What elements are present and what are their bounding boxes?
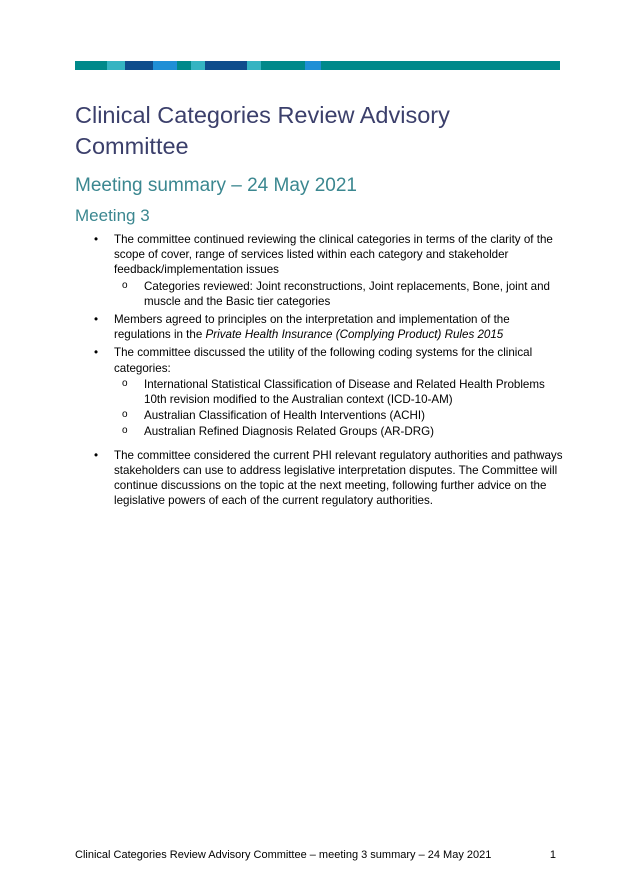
bullet-italic-text: Private Health Insurance (Complying Product) Rules 2015 [205, 328, 504, 342]
bullet-text: The committee continued reviewing the clinical categories in terms of the clarity of the scope of cover, range of services listed within each category and stakeholder feedback/implementation issues [114, 233, 553, 277]
summary-bullet-list [75, 232, 565, 508]
bullet-item [75, 345, 565, 439]
sub-bullet-item: o International Statistical Classification of Disease and Related Health Problems 10th revision modified to the Australian context (ICD-10-AM) [114, 377, 565, 407]
color-bar-segment [321, 61, 560, 70]
color-bar-segment [205, 61, 247, 70]
color-bar-segment [177, 61, 191, 70]
bullet-item [75, 232, 565, 309]
page-footer [75, 848, 560, 862]
bullet-text: The committee considered the current PHI relevant regulatory authorities and pathways stakeholders can use to address legislative interpretation disputes. The Committee will continue discussions on the topic at the next meeting, following further advice on the legislative powers of each of the current regulatory authorities. [114, 448, 563, 508]
summary-content [75, 232, 565, 511]
bullet-item [75, 312, 565, 342]
color-bar-segment [125, 61, 153, 70]
bullet-text: The committee discussed the utility of the following coding systems for the clinical categories: [114, 346, 533, 375]
section-heading: Meeting 3 [75, 206, 150, 225]
sub-bullet-list [114, 279, 565, 309]
document-title: Clinical Categories Review Advisory Committee [75, 102, 450, 159]
color-bar-segment [107, 61, 125, 70]
sub-bullet-item: o Categories reviewed: Joint reconstructions, Joint replacements, Bone, joint and muscle and the Basic tier categories [114, 279, 565, 309]
color-bar-segment [261, 61, 305, 70]
color-bar-segment [191, 61, 205, 70]
bullet-text: Members agreed to principles on the interpretation and implementation of the regulations in the [114, 313, 510, 342]
color-bar-segment [75, 61, 107, 70]
color-bar-segment [247, 61, 261, 70]
color-bar-segment [153, 61, 177, 70]
page-number: 1 [549, 849, 556, 861]
meeting-summary-subtitle: Meeting summary – 24 May 2021 [75, 175, 357, 196]
color-bar-segment [305, 61, 321, 70]
sub-bullet-list [114, 377, 565, 440]
bullet-item [75, 448, 565, 509]
footer-text: Clinical Categories Review Advisory Committee – meeting 3 summary – 24 May 2021 [75, 849, 492, 861]
sub-bullet-item: o Australian Refined Diagnosis Related Groups (AR-DRG) [114, 424, 565, 439]
header-color-bar [75, 61, 560, 70]
sub-bullet-item: o Australian Classification of Health Interventions (ACHI) [114, 408, 565, 423]
